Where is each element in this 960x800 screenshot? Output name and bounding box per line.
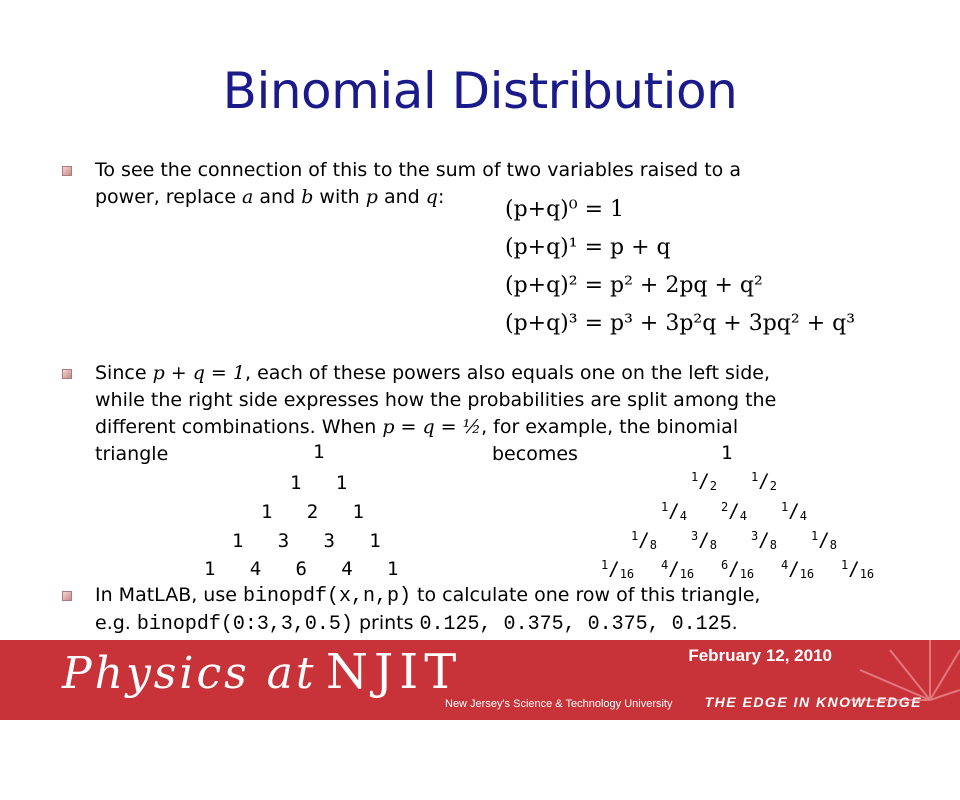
bullet2-line2: while the right side expresses how the probabilities are split among the (95, 389, 777, 411)
pascal-row-2: 1 2 1 (261, 501, 364, 523)
njit-tagline: New Jersey's Science & Technology University (445, 698, 673, 710)
prob-cell-r0c0: 1 (721, 442, 733, 464)
prob-cell-r4c1: $^4/_{16}$ (661, 558, 695, 581)
equation-power-3: (p+q)³ = p³ + 3p²q + 3pq² + q³ (505, 311, 856, 336)
physics-logo-text: Physics at (62, 648, 317, 699)
bullet-marker-icon (62, 591, 72, 601)
prob-cell-r4c3: $^4/_{16}$ (781, 558, 815, 581)
prob-cell-r3c3: $^1/_8$ (811, 529, 837, 552)
prob-cell-r3c1: $^3/_8$ (691, 529, 717, 552)
slide-title: Binomial Distribution (222, 62, 738, 120)
edge-slogan: THE EDGE IN KNOWLEDGE (704, 694, 922, 710)
prob-cell-r1c0: $^1/_2$ (691, 470, 717, 493)
bullet3-line1: In MatLAB, use binopdf(x,n,p) to calculate one row of this triangle, (95, 584, 761, 608)
pascal-row-1: 1 1 (290, 472, 348, 494)
prob-cell-r4c0: $^1/_{16}$ (601, 558, 635, 581)
prob-cell-r4c2: $^6/_{16}$ (721, 558, 755, 581)
bullet-matlab (62, 582, 902, 638)
prob-cell-r4c4: $^1/_{16}$ (841, 558, 875, 581)
pascal-row-4: 1 4 6 4 1 (204, 558, 399, 580)
footer-banner (0, 640, 960, 720)
bullet2-line3: different combinations. When p = q = ½, for example, the binomial (95, 416, 739, 438)
equation-power-2: (p+q)² = p² + 2pq + q² (505, 273, 763, 298)
prob-cell-r3c2: $^3/_8$ (751, 529, 777, 552)
bullet2-line1: Since p + q = 1, each of these powers also equals one on the left side, (95, 362, 770, 384)
prob-cell-r2c1: $^2/_4$ (721, 500, 747, 523)
bullet-power-expansion (62, 157, 882, 211)
bullet3-line2: e.g. binopdf(0:3,3,0.5) prints 0.125, 0.375, 0.375, 0.125. (95, 612, 738, 636)
bullet1-line2: power, replace a and b with p and q: (95, 186, 445, 208)
bullet2-line4: triangle becomes (95, 443, 578, 465)
njit-logo-text: NJIT (326, 644, 463, 700)
prob-cell-r1c1: $^1/_2$ (751, 470, 777, 493)
slide-date: February 12, 2010 (688, 646, 832, 665)
bullet-marker-icon (62, 166, 72, 176)
prob-cell-r3c0: $^1/_8$ (631, 529, 657, 552)
pascal-row-0: 1 (313, 441, 325, 463)
bullet-probability-split (62, 360, 882, 468)
pascal-row-3: 1 3 3 1 (232, 530, 381, 552)
equation-power-0: (p+q)⁰ = 1 (505, 197, 625, 222)
equation-power-1: (p+q)¹ = p + q (505, 235, 671, 260)
bullet1-line1: To see the connection of this to the sum of two variables raised to a (95, 159, 741, 181)
prob-cell-r2c0: $^1/_4$ (661, 500, 687, 523)
prob-cell-r2c2: $^1/_4$ (781, 500, 807, 523)
bullet-marker-icon (62, 369, 72, 379)
